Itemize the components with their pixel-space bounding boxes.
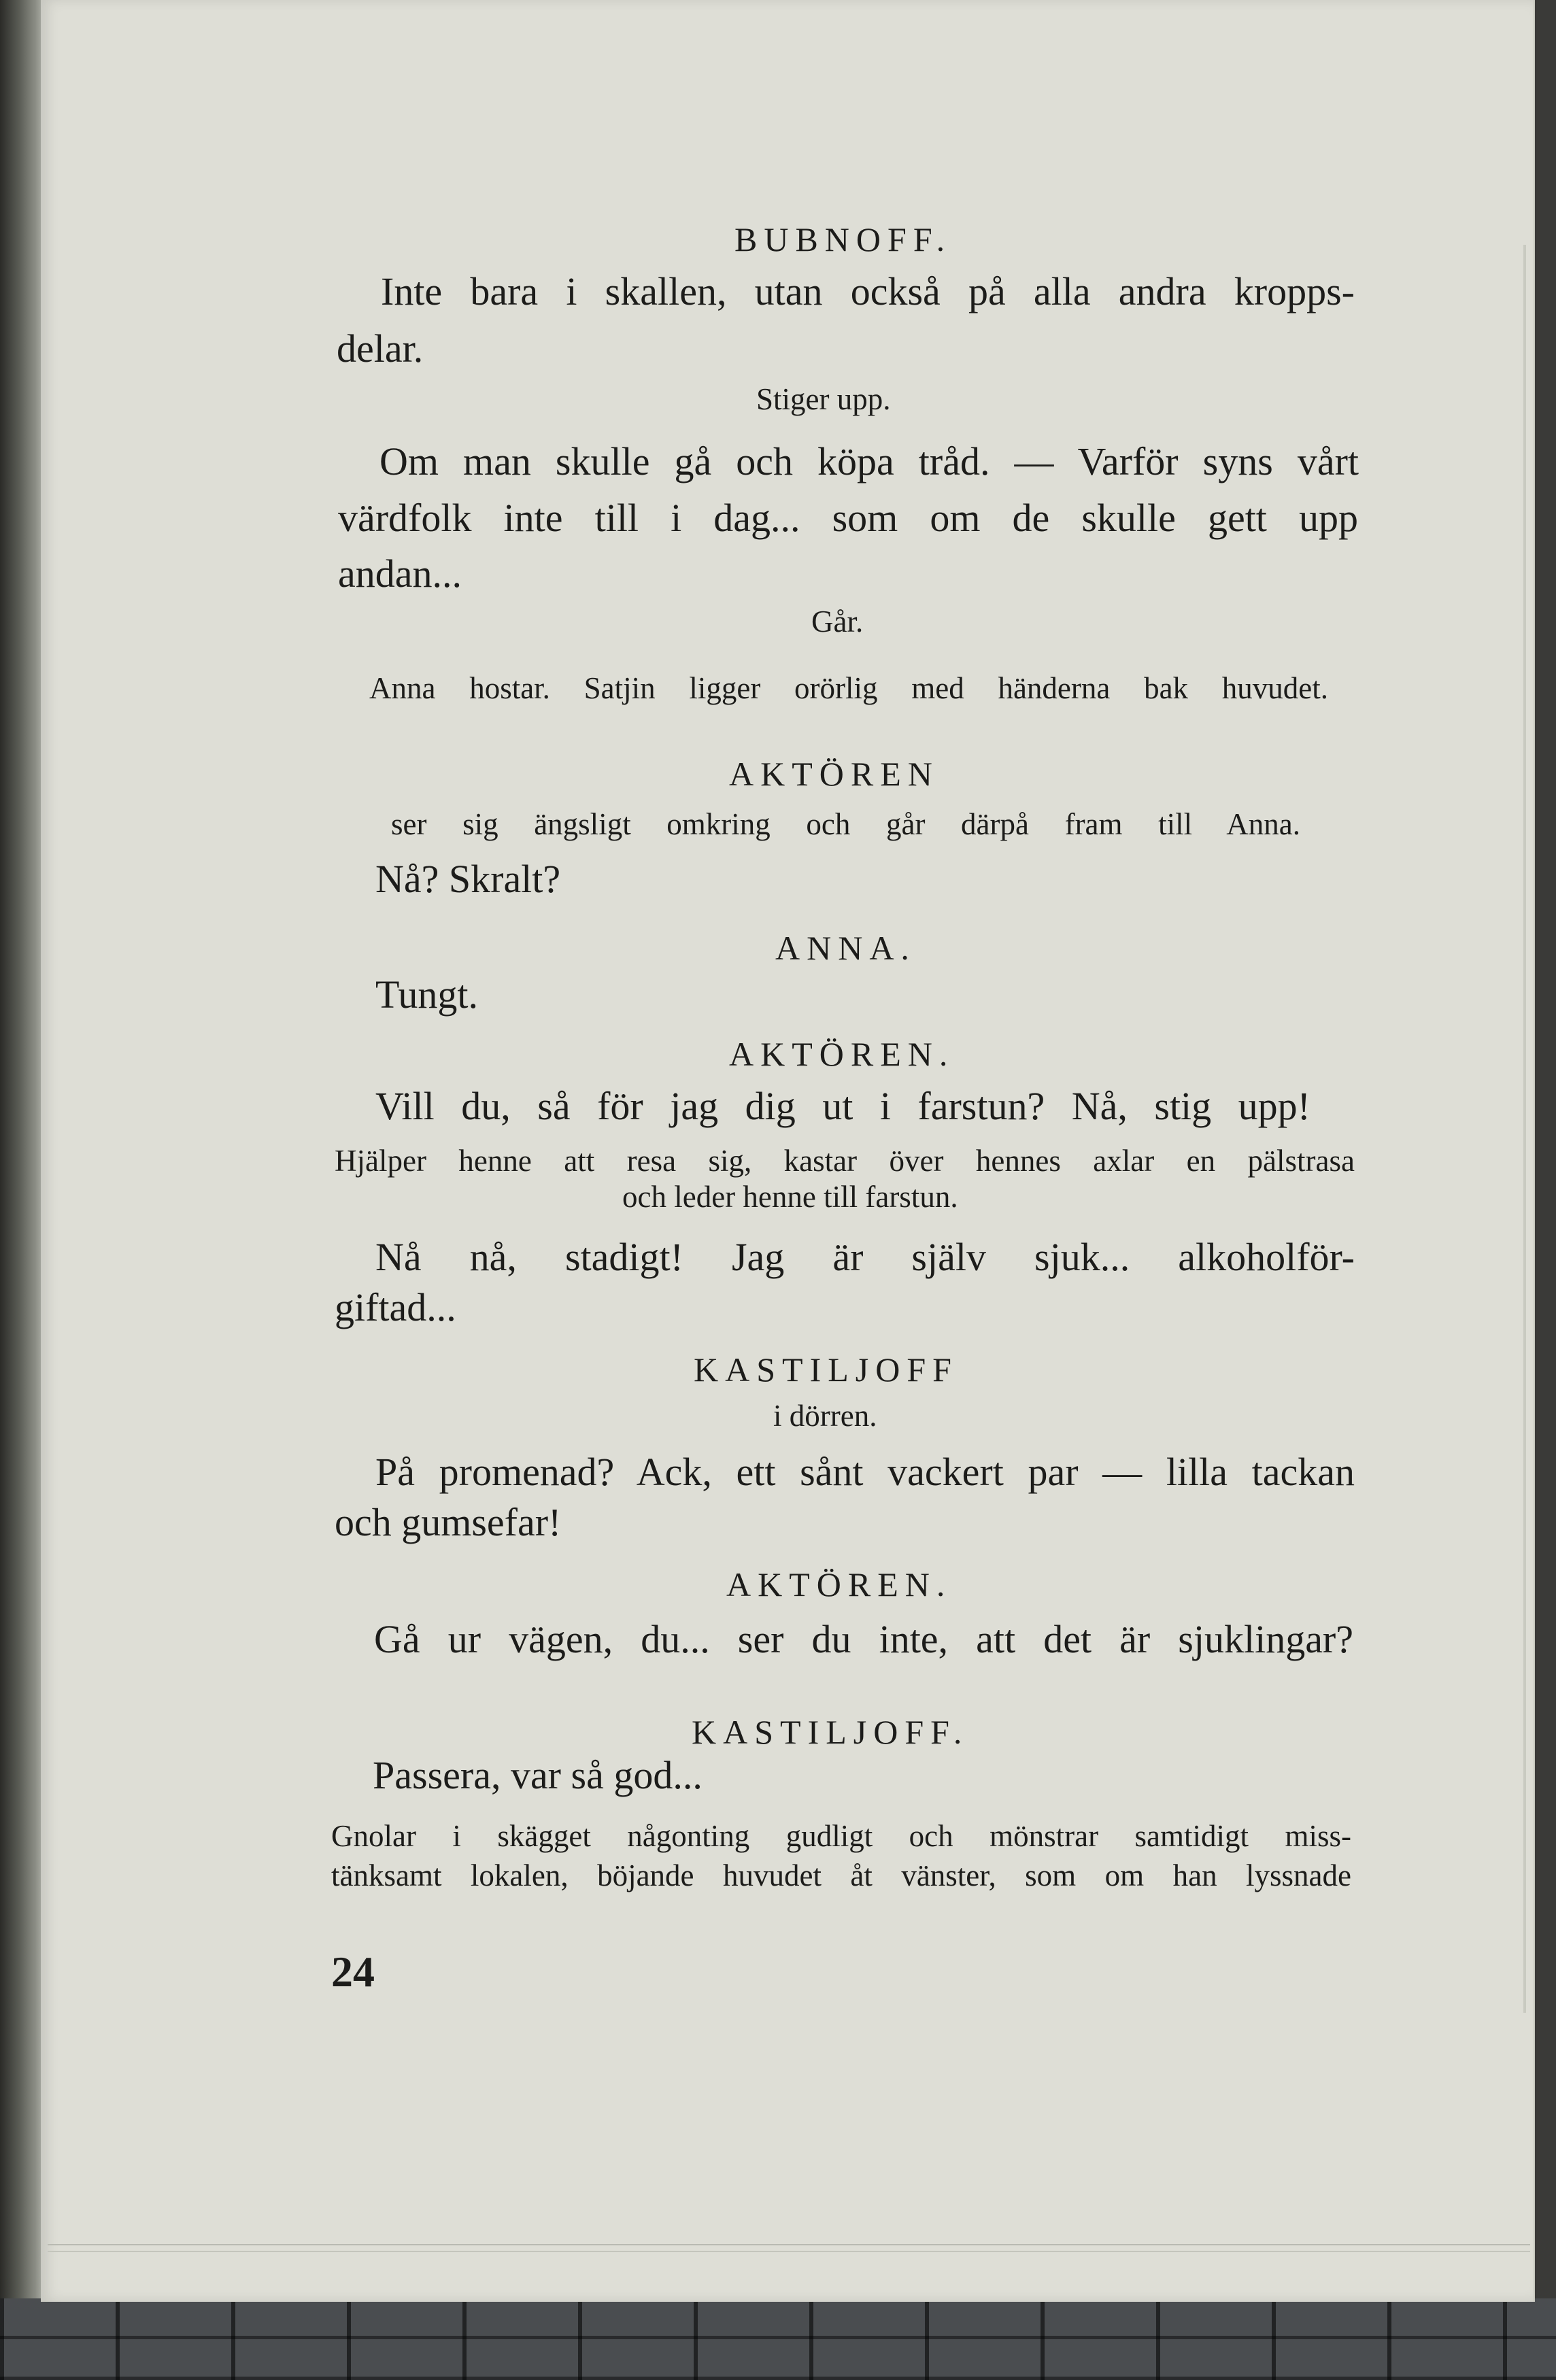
dialogue-line: värdfolk inte till i dag... som om de skulle gett upp bbox=[338, 496, 1358, 540]
dialogue-line: Gå ur vägen, du... ser du inte, att det är sjuklingar? bbox=[374, 1617, 1353, 1661]
speaker-kastiljoff: KASTILJOFF bbox=[694, 1350, 958, 1389]
speaker-anna: ANNA. bbox=[775, 929, 916, 967]
stage-direction: Gnolar i skägget någonting gudligt och mönstrar samtidigt miss- bbox=[331, 1819, 1351, 1853]
dialogue-line: och gumsefar! bbox=[335, 1500, 562, 1544]
dialogue-line: andan... bbox=[338, 551, 462, 596]
stage-direction: Anna hostar. Satjin ligger orörlig med händerna bak huvudet. bbox=[369, 671, 1328, 705]
page-bottom-edge bbox=[48, 2244, 1530, 2252]
speaker-bubnoff: BUBNOFF. bbox=[734, 220, 952, 258]
dialogue-line: Om man skulle gå och köpa tråd. — Varför syns vårt bbox=[379, 439, 1359, 483]
page-number: 24 bbox=[331, 1948, 375, 1996]
dialogue-line: På promenad? Ack, ett sånt vackert par — lilla tackan bbox=[375, 1450, 1355, 1494]
stage-direction: Stiger upp. bbox=[756, 382, 891, 416]
dialogue-line: Tungt. bbox=[375, 972, 479, 1017]
stage-direction: Går. bbox=[811, 605, 864, 639]
speaker-aktoren: AKTÖREN bbox=[729, 755, 939, 793]
dialogue-line: Inte bara i skallen, utan också på alla andra kropps- bbox=[381, 269, 1355, 313]
dialogue-line: Nå nå, stadigt! Jag är själv sjuk... alkoholför- bbox=[375, 1235, 1355, 1279]
speaker-aktoren: AKTÖREN. bbox=[726, 1565, 952, 1603]
table-surface bbox=[0, 2298, 1556, 2380]
stage-direction: Hjälper henne att resa sig, kastar över hennes axlar en pälstrasa bbox=[335, 1144, 1355, 1178]
stage-direction: i dörren. bbox=[773, 1399, 877, 1433]
dialogue-line: Passera, var så god... bbox=[373, 1753, 703, 1797]
dialogue-line: Vill du, så för jag dig ut i farstun? Nå, stig upp! bbox=[375, 1084, 1310, 1128]
dialogue-line: Nå? Skralt? bbox=[375, 857, 561, 901]
stage-direction: ser sig ängsligt omkring och går därpå fram till Anna. bbox=[391, 807, 1300, 841]
dialogue-line: delar. bbox=[337, 326, 424, 371]
speaker-aktoren: AKTÖREN. bbox=[729, 1035, 955, 1073]
dialogue-line: giftad... bbox=[335, 1285, 456, 1329]
page-right-edge bbox=[1523, 245, 1526, 2013]
stage-direction: tänksamt lokalen, böjande huvudet åt vänster, som om han lyssnade bbox=[331, 1858, 1351, 1892]
speaker-kastiljoff: KASTILJOFF. bbox=[692, 1713, 969, 1751]
stage-direction: och leder henne till farstun. bbox=[622, 1180, 958, 1214]
